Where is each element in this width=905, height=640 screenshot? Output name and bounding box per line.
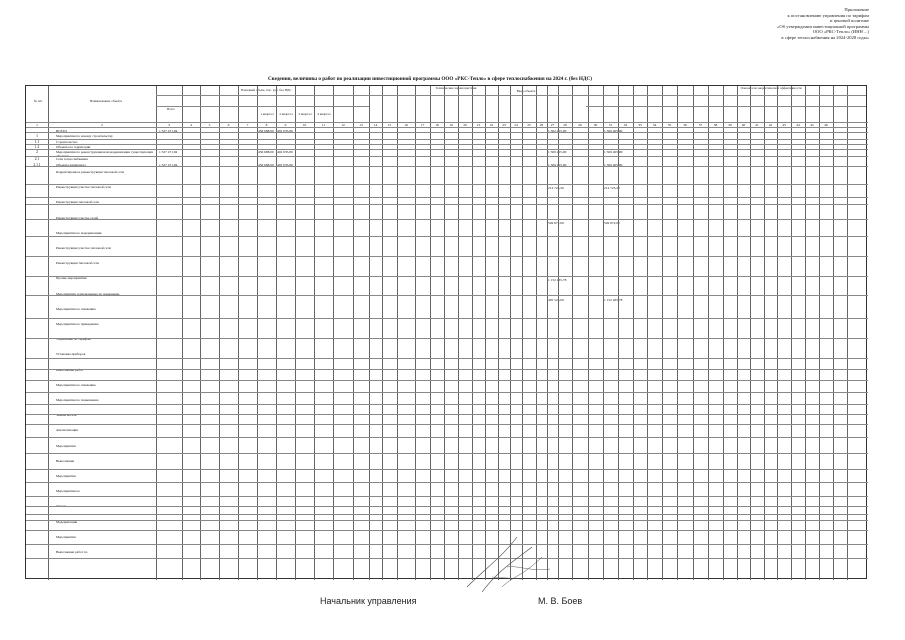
column-number: 5 [208,123,211,127]
value-cell: 1 152 465,78 [548,278,567,282]
value-cell: 549 672,00 [604,221,620,225]
row-total: 1 327 471,84 [159,129,178,133]
value-cell: 1 509 405,00 [548,163,567,167]
document-title: Сведения, величины о работ по реализации инвестиционной программы ООО «РКС-Тепло» в сфере теплоснабжения на 2024 г. (без НДС) [268,76,592,82]
column-number: 26 [539,123,544,127]
row-divider [26,404,868,405]
row-divider [26,276,868,277]
row-label: Замена котлов [56,413,77,418]
row-divider [26,558,868,559]
header-total: Всего [166,107,176,111]
column-number: 45 [810,123,814,127]
column-number: 24 [514,123,518,127]
row-label: Мероприятия по повышению [56,398,99,402]
row-label: Установка приборов [56,352,86,357]
column-number: 46 [824,123,828,127]
row-number: 2 [36,150,38,154]
row-divider [26,453,868,454]
row-label: Мероприятия [56,534,76,539]
column-number: 37 [698,123,703,127]
row-divider [26,358,868,359]
signature-position: Начальник управления [320,596,417,606]
header-name: Наименование объекта [89,99,123,103]
row-value: 456 688,00 [258,163,274,167]
column-number: 6 [227,123,230,127]
row-divider [26,496,868,497]
header-divider [586,106,866,107]
value-cell: 214 723,20 [604,186,620,190]
row-label: Реконструкция тепловой сети [56,200,99,205]
column-number: 42 [768,123,773,127]
row-divider [26,149,868,150]
column-number: 19 [449,123,453,127]
row-label: Замена [56,504,67,509]
investment-table [25,85,867,579]
value-cell: 214 723,20 [548,186,564,190]
row-label: Реконструкция участка тепловой сети [56,246,111,250]
row-number: 2.1 [34,157,40,161]
value-cell: 1 509 405,00 [548,150,567,154]
row-label: Мероприятия по модернизации [56,230,102,235]
column-number: 27 [550,123,555,127]
row-label: Автоматизация [56,428,78,433]
header-divider [369,95,866,96]
column-number: 43 [782,123,786,127]
approval-block [669,7,869,41]
column-number: 38 [713,123,718,127]
signature-stamp [462,527,562,597]
header-divider [156,95,369,96]
row-divider [26,482,868,483]
row-number: 2.1.1 [33,163,41,167]
column-number: 7 [246,123,249,127]
signature-name: М. В. Боев [538,596,583,606]
row-label: Выполнение работ по [56,550,88,554]
value-cell: 1 509 405,00 [604,129,623,133]
column-number: 35 [667,123,672,127]
row-divider [26,520,868,521]
row-divider [26,424,868,425]
row-label: Мероприятия, направленные на повышение [56,291,120,296]
column-number: 16 [404,123,408,127]
value-cell: 405 523,00 [548,298,564,302]
row-divider [26,437,868,438]
row-divider [26,166,868,167]
row-label: Мероприятия по снижению [56,382,96,387]
row-divider [26,506,868,507]
column-number: 2 [101,123,103,127]
row-divider [26,544,868,545]
column-number: 18 [435,123,439,127]
column-number: 1 [36,123,38,127]
column-number: 29 [578,123,582,127]
header-num: № п/п [33,99,43,103]
row-label: Мероприятия по новому строительству [56,134,113,138]
row-label: Мероприятия [56,474,76,478]
row-label: Мероприятия [56,443,76,448]
column-number: 10 [302,123,307,127]
column-number: 34 [652,123,657,127]
column-number: 15 [387,123,392,127]
column-number: 21 [476,123,481,127]
header-q1: 1 квартал [260,112,274,116]
value-cell: 1 152 465,78 [604,298,623,302]
row-label: Реконструкция тепловой сети [56,261,99,266]
header-q4: 4 квартал [317,112,331,116]
column-number: 17 [420,123,425,127]
approval-line: в сфере теплоснабжения на 2024-2028 годы» [781,34,869,40]
row-label: Выполнение [56,458,75,463]
row-label: Мероприятия по приведению [56,322,99,326]
row-divider [26,156,868,157]
value-cell: 1 509 405,00 [604,150,623,154]
row-divider [26,139,868,140]
approval-line: ООО «РКС-Тепло» (ИНН ...) [812,29,869,35]
column-number: 3 [168,123,170,127]
header-cost-group: Плановый объем, тыс. руб. без НДС [240,88,292,92]
row-label: ВСЕГО [56,129,67,133]
column-number: 14 [373,123,378,127]
row-value: 402 035,80 [277,129,293,133]
approval-line: Приложение [844,7,869,12]
row-label: Выполнение работ [56,367,84,372]
row-divider [26,392,868,393]
row-divider [26,380,868,381]
header-deliverables: Ввод объекта [516,89,536,93]
row-label: Управление по тарифам [56,337,91,342]
column-number: 13 [359,123,363,127]
column-number: 36 [683,123,687,127]
value-cell: 1 509 405,00 [604,163,623,167]
row-divider [26,469,868,470]
column-number: 40 [741,123,746,127]
column-number: 44 [796,123,800,127]
row-label: Прочие мероприятия [56,276,87,281]
header-divider [156,106,369,107]
row-divider [26,295,868,296]
column-number: 28 [563,123,567,127]
row-divider [26,204,868,205]
approval-line: «Об утверждении инвестиционной программы [777,23,869,29]
header-indicators: Показатели энергетической эффективности [740,86,802,90]
column-number: 39 [728,123,732,127]
row-value: 402 035,80 [277,163,293,167]
header-q2: 2 квартал [279,112,293,116]
column-number: 41 [755,123,759,127]
column-number: 12 [341,123,345,127]
row-divider [26,197,868,198]
row-divider [26,184,868,185]
column-number: 23 [502,123,506,127]
column-number: 33 [638,123,642,127]
row-total: 1 327 471,84 [159,163,178,167]
row-divider [26,256,868,257]
approval-line: и ценовой политике [830,18,869,24]
value-cell: 1 502 405,00 [548,129,567,133]
row-number: 1 [36,134,38,138]
column-number: 4 [190,123,192,127]
column-number: 31 [608,123,613,127]
row-label: Корректировка и реконструкция тепловой сети [56,170,124,174]
value-cell: 549 672,00 [548,221,564,225]
column-number: 11 [321,123,326,127]
row-divider [26,530,868,531]
column-number: 25 [527,123,531,127]
row-total: 1 327 471,84 [159,150,178,154]
row-label: Модернизация [56,519,78,524]
column-number: 9 [284,123,287,127]
row-value: 402 035,80 [277,150,293,154]
row-number: 1.2 [34,145,40,149]
row-divider [26,132,868,133]
header-q3: 3 квартал [298,112,312,116]
row-label: Объекты на территории [56,145,91,149]
row-divider [26,369,868,370]
row-divider [26,514,868,515]
row-divider [26,236,868,237]
row-number: 1.1 [34,140,40,144]
column-number: 20 [463,123,467,127]
row-label: Мероприятия по [56,489,80,494]
header-tech: Технические характеристики [435,86,477,90]
approval-line: к постановлению управления по тарифам [787,12,869,18]
row-label: Строительство [56,140,78,144]
row-label: Объекты жилищного [56,163,87,167]
row-divider [26,122,868,123]
row-divider [26,144,868,145]
row-divider [26,318,868,319]
row-label: Мероприятия по реконструкции или модернизации существующих объектов [56,150,154,158]
column-number: 32 [623,123,628,127]
row-label: Сети теплоснабжения [56,157,88,161]
column-number: 30 [593,123,598,127]
row-divider [26,127,868,128]
row-divider [26,219,868,220]
column-number: 8 [265,123,268,127]
column-number: 22 [489,123,494,127]
row-label: Реконструкция участка сетей [56,215,99,220]
row-value: 456 688,00 [258,150,274,154]
row-label: Реконструкция участка тепловой сети [56,185,111,190]
row-label: Мероприятия по снижению [56,306,96,311]
row-value: 456 688,00 [258,129,274,133]
